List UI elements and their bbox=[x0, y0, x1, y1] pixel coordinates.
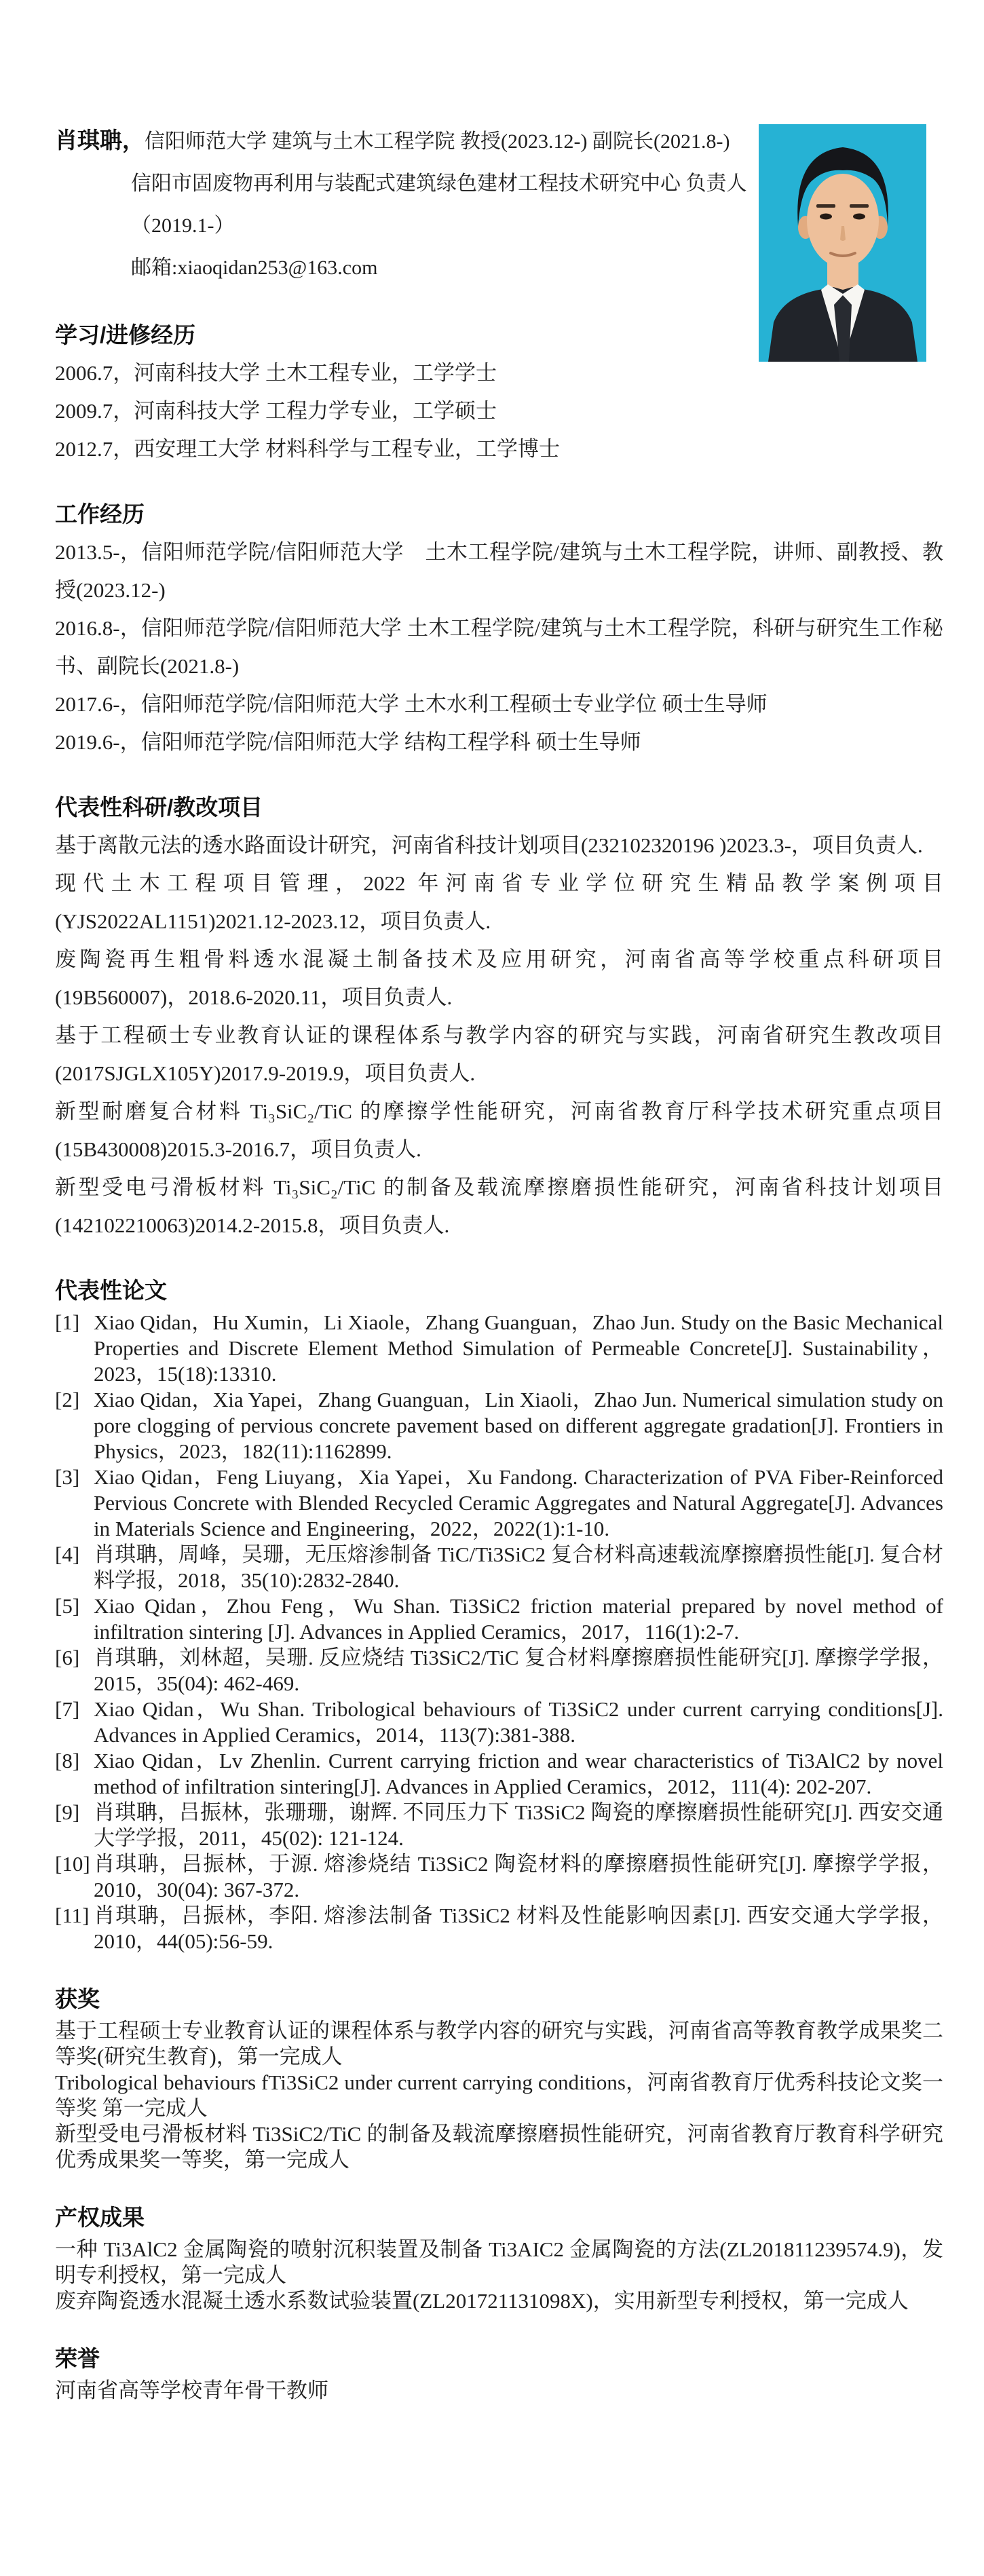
photo-face bbox=[807, 174, 879, 267]
publication-item bbox=[55, 1387, 943, 1464]
photo-eye-left bbox=[820, 214, 832, 220]
affiliation-title-text: 信阳师范大学 建筑与土木工程学院 教授(2023.12-) 副院长(2021.8-) bbox=[145, 130, 730, 153]
section-heading-awards: 获奖 bbox=[55, 1986, 100, 2011]
research-center-date: （2019.1-） bbox=[131, 214, 235, 237]
section-patents bbox=[55, 2199, 943, 2314]
section-heading-patents: 产权成果 bbox=[55, 2205, 145, 2230]
publication-index: [4] bbox=[55, 1542, 80, 1566]
education-item: 2006.7，河南科技大学 土木工程专业，工学学士 bbox=[55, 361, 497, 385]
publication-list bbox=[55, 1310, 943, 1954]
publication-text: Xiao Qidan，Xia Yapei，Zhang Guanguan，Lin Xiaoli，Zhao Jun. Numerical simulation study on pore clogging of pervious concrete pavement based on different aggregate gradation[J]. Frontiers in Physics，2023，182(11):1162899. bbox=[94, 1388, 943, 1463]
publication-index: [11] bbox=[55, 1903, 90, 1927]
project-item: 基于工程硕士专业教育认证的课程体系与教学内容的研究与实践，河南省研究生教改项目(2017SJGLX105Y)2017.9-2019.9，项目负责人. bbox=[55, 1023, 943, 1085]
photo-eyebrow-left bbox=[816, 204, 835, 208]
publication-text: 肖琪聃，吕振林，于源. 熔渗烧结 Ti3SiC2 陶瓷材料的摩擦磨损性能研究[J]. 摩擦学学报，2010，30(04): 367-372. bbox=[94, 1852, 943, 1901]
publication-item bbox=[55, 1748, 943, 1800]
name-separator: ， bbox=[122, 128, 145, 153]
section-publications bbox=[55, 1272, 943, 1954]
publication-item bbox=[55, 1542, 943, 1593]
publication-text: 肖琪聃，刘林超，吴珊. 反应烧结 Ti3SiC2/TiC 复合材料摩擦磨损性能研究[J]. 摩擦学学报，2015，35(04): 462-469. bbox=[94, 1646, 943, 1695]
publication-index: [2] bbox=[55, 1388, 80, 1412]
publication-index: [6] bbox=[55, 1646, 80, 1669]
profile-photo bbox=[759, 124, 926, 362]
award-item: 新型受电弓滑板材料 Ti3SiC2/TiC 的制备及载流摩擦磨损性能研究，河南省教育厅教育科学研究优秀成果奖一等奖，第一完成人 bbox=[55, 2122, 943, 2172]
profile-header bbox=[55, 119, 761, 289]
publication-item bbox=[55, 1800, 943, 1851]
publication-text: Xiao Qidan，Zhou Feng，Wu Shan. Ti3SiC2 friction material prepared by novel method of infiltration sintering [J]. Advances in Applied Ceramics，2017，116(1):2-7. bbox=[94, 1594, 943, 1644]
profile-photo-illustration bbox=[759, 124, 926, 362]
photo-eye-right bbox=[853, 214, 865, 220]
publication-index: [3] bbox=[55, 1465, 80, 1489]
research-center-line: 信阳市固废物再利用与装配式建筑绿色建材工程技术研究中心 负责人 bbox=[131, 172, 747, 195]
section-projects bbox=[55, 789, 943, 1245]
work-item: 2013.5-，信阳师范学院/信阳师范大学 土木工程学院/建筑与土木工程学院，讲师、副教授、教授(2023.12-) bbox=[55, 540, 943, 602]
publication-text: 肖琪聃，吕振林，李阳. 熔渗法制备 Ti3SiC2 材料及性能影响因素[J]. 西安交通大学学报，2010，44(05):56-59. bbox=[94, 1903, 943, 1953]
publication-index: [9] bbox=[55, 1800, 80, 1824]
publication-index: [7] bbox=[55, 1697, 80, 1721]
publication-text: 肖琪聃，周峰，吴珊，无压熔渗制备 TiC/Ti3SiC2 复合材料高速载流摩擦磨损性能[J]. 复合材料学报，2018，35(10):2832-2840. bbox=[94, 1542, 943, 1592]
work-item: 2019.6-，信阳师范学院/信阳师范大学 结构工程学科 硕士生导师 bbox=[55, 730, 641, 754]
project-item: 新型受电弓滑板材料 Ti₃SiC₂/TiC 的制备及载流摩擦磨损性能研究，河南省科技计划项目(142102210063)2014.2-2015.8，项目负责人. bbox=[55, 1175, 943, 1237]
publication-index: [10] bbox=[55, 1852, 90, 1876]
patent-item: 废弃陶瓷透水混凝土透水系数试验装置(ZL201721131098X)，实用新型专利授权，第一完成人 bbox=[55, 2289, 909, 2313]
award-item: 基于工程硕士专业教育认证的课程体系与教学内容的研究与实践，河南省高等教育教学成果奖二等奖(研究生教育)，第一完成人 bbox=[55, 2019, 943, 2068]
photo-eyebrow-right bbox=[850, 204, 869, 208]
section-heading-honors: 荣誉 bbox=[55, 2346, 100, 2371]
publication-text: Xiao Qidan，Wu Shan. Tribological behaviours of Ti3SiC2 under current carrying conditions[J]. Advances in Applied Ceramics，2014，113(7):381-388. bbox=[94, 1697, 943, 1747]
project-item: 基于离散元法的透水路面设计研究，河南省科技计划项目(232102320196 )2023.3-，项目负责人. bbox=[55, 833, 923, 857]
section-heading-work: 工作经历 bbox=[55, 501, 145, 527]
publication-item bbox=[55, 1310, 943, 1387]
publication-text: 肖琪聃，吕振林，张珊珊，谢辉. 不同压力下 Ti3SiC2 陶瓷的摩擦磨损性能研究[J]. 西安交通大学学报，2011，45(02): 121-124. bbox=[94, 1800, 943, 1850]
publication-item bbox=[55, 1464, 943, 1542]
award-item: Tribological behaviours fTi3SiC2 under current carrying conditions，河南省教育厅优秀科技论文奖一等奖 第一完成人 bbox=[55, 2070, 943, 2120]
publication-text: Xiao Qidan，Feng Liuyang，Xia Yapei，Xu Fandong. Characterization of PVA Fiber-Reinforced Pervious Concrete with Blended Recycled Ceramic Aggregates and Natural Aggregate[J]. Advances in Materials Science and Engineering，2022，2022(1):1-10. bbox=[94, 1465, 943, 1540]
patent-item: 一种 Ti3AlC2 金属陶瓷的喷射沉积装置及制备 Ti3AIC2 金属陶瓷的方法(ZL201811239574.9)，发明专利授权，第一完成人 bbox=[55, 2237, 943, 2287]
section-heading-education: 学习/进修经历 bbox=[55, 322, 196, 347]
education-item: 2012.7，西安理工大学 材料科学与工程专业，工学博士 bbox=[55, 437, 560, 461]
person-name: 肖琪聃 bbox=[55, 128, 122, 153]
publication-index: [5] bbox=[55, 1594, 80, 1618]
publication-item bbox=[55, 1645, 943, 1697]
email-line: 邮箱:xiaoqidan253@163.com bbox=[131, 257, 378, 279]
publication-item bbox=[55, 1851, 943, 1903]
publication-index: [1] bbox=[55, 1310, 80, 1334]
project-item: 新型耐磨复合材料 Ti₃SiC₂/TiC 的摩擦学性能研究，河南省教育厅科学技术研究重点项目(15B430008)2015.3-2016.7，项目负责人. bbox=[55, 1099, 943, 1161]
section-awards bbox=[55, 1980, 943, 2173]
publication-item bbox=[55, 1903, 943, 1954]
publication-item bbox=[55, 1593, 943, 1645]
work-item: 2016.8-，信阳师范学院/信阳师范大学 土木工程学院/建筑与土木工程学院，科研与研究生工作秘书、副院长(2021.8-) bbox=[55, 616, 943, 678]
project-item: 废陶瓷再生粗骨料透水混凝土制备技术及应用研究，河南省高等学校重点科研项目(19B560007)，2018.6-2020.11，项目负责人. bbox=[55, 947, 943, 1009]
honor-item: 河南省高等学校青年骨干教师 bbox=[55, 2379, 328, 2402]
section-heading-publications: 代表性论文 bbox=[55, 1278, 167, 1303]
publication-item bbox=[55, 1697, 943, 1748]
publication-text: Xiao Qidan，Lv Zhenlin. Current carrying friction and wear characteristics of Ti3AlC2 by novel method of infiltration sintering[J]. Advances in Applied Ceramics，2012，111(4): 202-207. bbox=[94, 1749, 943, 1798]
section-work bbox=[55, 495, 943, 761]
header-line-1 bbox=[55, 119, 761, 163]
section-heading-projects: 代表性科研/教改项目 bbox=[55, 795, 263, 820]
publication-text: Xiao Qidan，Hu Xumin，Li Xiaole，Zhang Guanguan，Zhao Jun. Study on the Basic Mechanical Properties and Discrete Element Method Simulation of Permeable Concrete[J]. Sustainability，2023，15(18):13310. bbox=[94, 1310, 943, 1386]
publication-index: [8] bbox=[55, 1749, 80, 1773]
education-item: 2009.7，河南科技大学 工程力学专业，工学硕士 bbox=[55, 399, 497, 423]
section-honors bbox=[55, 2340, 943, 2404]
work-item: 2017.6-，信阳师范学院/信阳师范大学 土木水利工程硕士专业学位 硕士生导师 bbox=[55, 692, 768, 716]
project-item: 现代土木工程项目管理，2022 年河南省专业学位研究生精品教学案例项目(YJS2022AL1151)2021.12-2023.12，项目负责人. bbox=[55, 871, 943, 933]
